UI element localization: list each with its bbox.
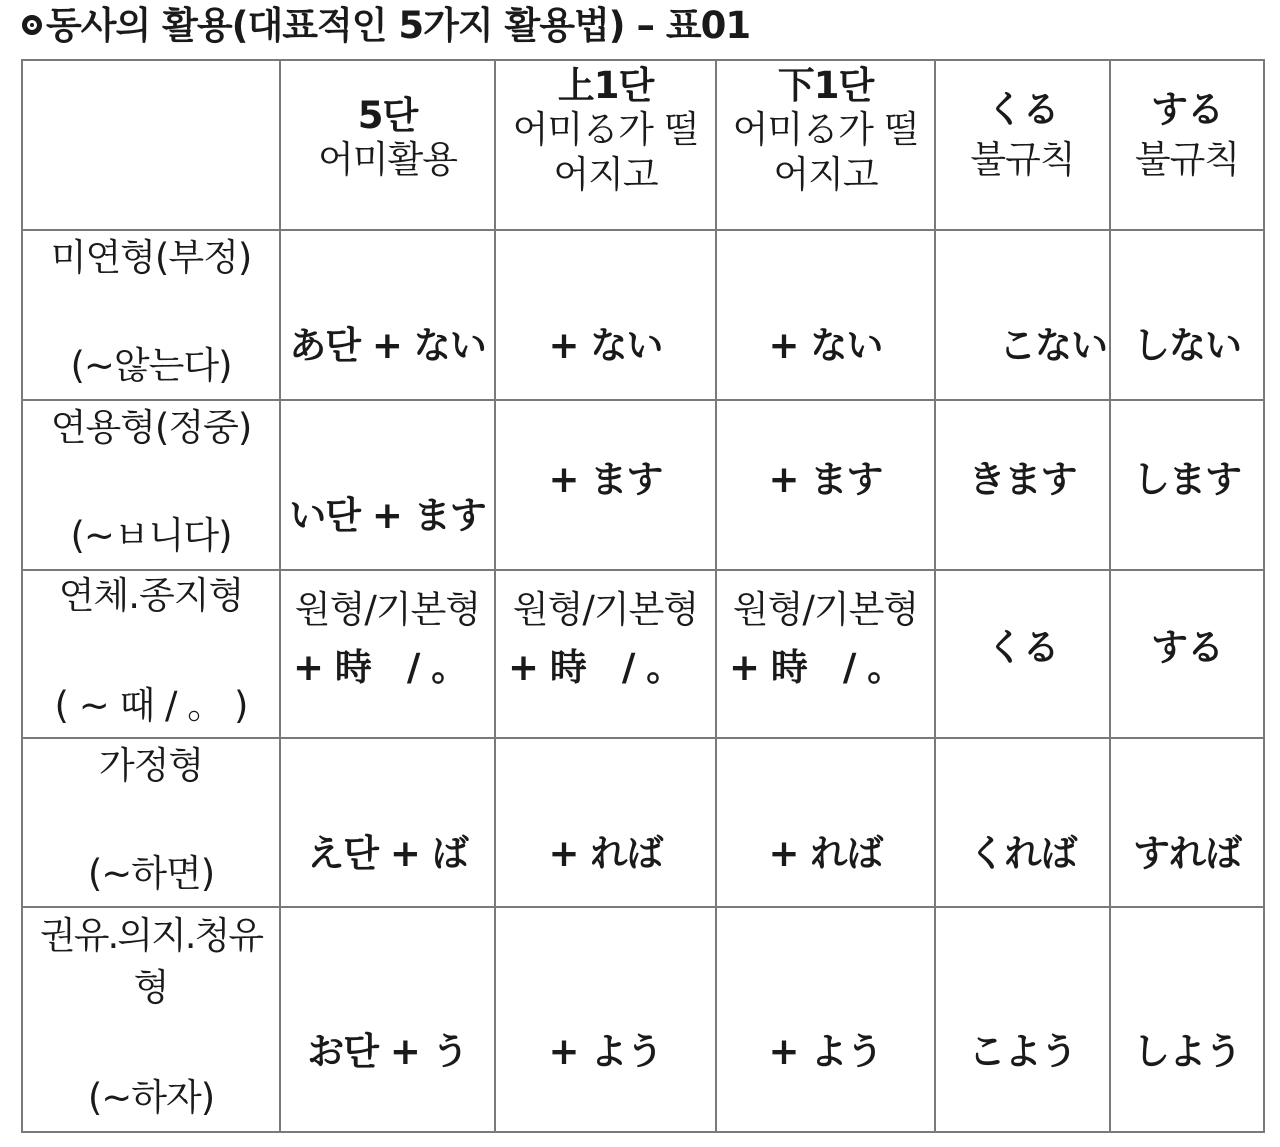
column-header-line: 어미활용 (318, 138, 457, 182)
table-cell: い단 + ます (289, 494, 486, 537)
table-cell: あ단 + ない (289, 324, 486, 367)
table-divider (21, 737, 1265, 739)
cell-line: + 時 / 。 (729, 646, 904, 690)
table-cell: きます (968, 458, 1077, 501)
table-divider (21, 229, 1265, 231)
column-header-kami-ichidan (496, 64, 715, 197)
table-cell: こない (999, 324, 1107, 367)
column-header-line: 불규칙 (970, 138, 1075, 182)
table-cell: + れば (548, 832, 663, 875)
table-cell: + ない (548, 324, 663, 367)
table-cell: くれば (968, 832, 1077, 875)
table-divider (1109, 59, 1111, 1133)
row-label-renyoukei: 연용형(정중) (50, 406, 252, 449)
column-header-godan (281, 94, 494, 183)
column-header-line: 下1단 (777, 64, 874, 107)
table-cell: こよう (968, 1030, 1077, 1073)
column-header-line: 어미る가 떨 (732, 108, 919, 152)
column-header-line: 5단 (357, 94, 418, 137)
cell-content (281, 588, 494, 691)
row-label-meaning: ( ~ 때 / 。 ) (54, 684, 248, 727)
cell-line: 원형/기본형 (732, 588, 919, 631)
cell-line: 원형/기본형 (512, 588, 699, 631)
table-cell: + ます (768, 458, 883, 501)
table-cell (281, 588, 494, 691)
bullet-icon (22, 15, 42, 35)
column-header-line: する (1151, 88, 1223, 131)
table-divider (21, 569, 1265, 571)
table-cell: しない (1133, 324, 1241, 367)
row-label-rentai-shuushikei: 연체.종지형 (58, 574, 244, 617)
column-header-line: 불규칙 (1134, 138, 1240, 182)
column-header-suru (1111, 88, 1263, 183)
table-cell: え단 + ば (307, 832, 468, 875)
cell-line: + 時 / 。 (293, 646, 468, 690)
table-cell: すれば (1133, 832, 1241, 875)
table-cell: します (1133, 458, 1241, 501)
table-cell (717, 588, 934, 691)
row-label-ishikei-suffix: 형 (133, 966, 169, 1009)
table-divider (21, 399, 1265, 401)
cell-content (717, 588, 934, 691)
row-label-meaning: (~하자) (87, 1076, 215, 1119)
table-cell: + れば (768, 832, 883, 875)
column-header-line: くる (986, 88, 1059, 131)
table-cell: + ない (768, 324, 883, 367)
column-header-kuru (936, 88, 1109, 183)
row-label-meaning: (~하면) (87, 852, 215, 895)
table-divider (934, 59, 936, 1133)
column-header-line: 上1단 (557, 64, 654, 107)
table-cell: する (1151, 626, 1223, 669)
page-title (22, 4, 750, 48)
row-label-meaning: (~않는다) (70, 344, 232, 387)
cell-line: + 時 / 。 (508, 646, 683, 690)
column-header-shimo-ichidan (717, 64, 934, 197)
table-divider (21, 906, 1265, 908)
table-cell: + よう (548, 1030, 663, 1073)
row-label-ishikei: 권유.의지.청유 (40, 914, 262, 957)
row-label-kateikei: 가정형 (98, 744, 204, 787)
row-label-mizenkei: 미연형(부정) (50, 236, 252, 279)
table-cell: + よう (768, 1030, 883, 1073)
table-cell: しよう (1133, 1030, 1241, 1073)
table-cell (496, 588, 715, 691)
row-label-meaning: (~ㅂ니다) (70, 514, 232, 557)
title-text: 동사의 활용(대표적인 5가지 활용법) – 표01 (46, 4, 751, 47)
table-cell: + ます (548, 458, 663, 501)
column-header-line: 어미る가 떨 (512, 108, 699, 152)
column-header-line: 어지고 (773, 152, 878, 196)
table-cell: お단 + う (307, 1030, 468, 1073)
column-header-line: 어지고 (553, 152, 658, 196)
table-cell: くる (986, 626, 1059, 669)
cell-content (496, 588, 715, 691)
cell-line: 원형/기본형 (294, 588, 481, 631)
